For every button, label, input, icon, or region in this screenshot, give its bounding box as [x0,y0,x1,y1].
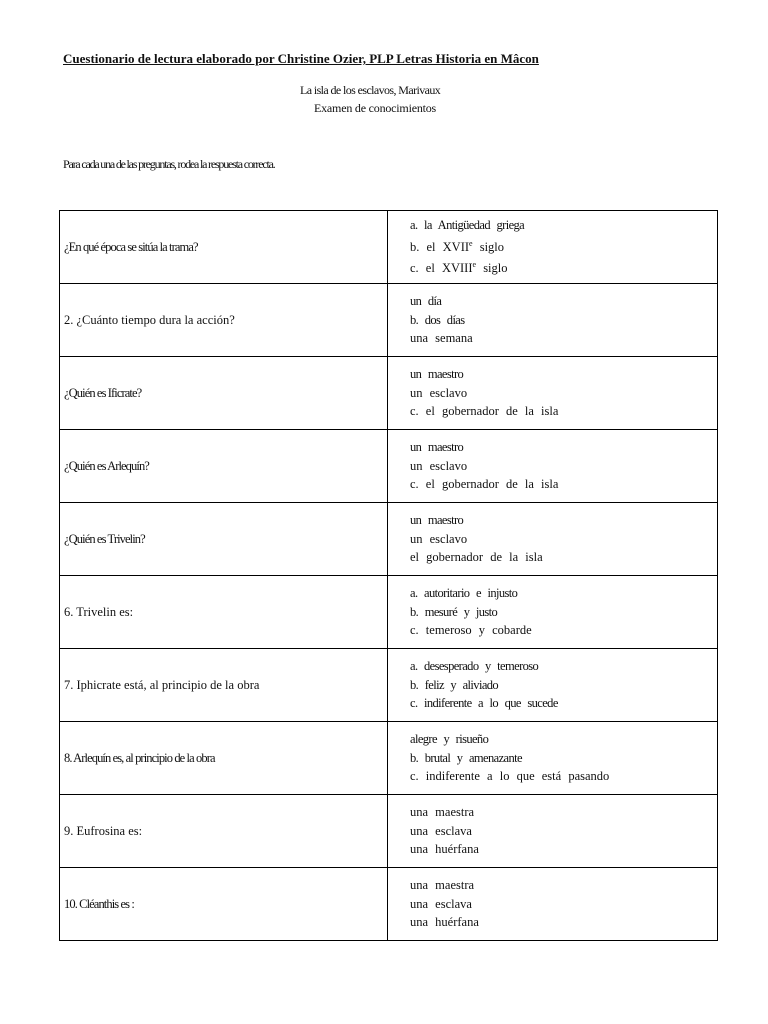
work-title: La isla de los esclavos, Marivaux [300,83,441,97]
answer-option[interactable]: a. la Antigüedad griega [410,218,525,233]
answer-cell [388,503,718,576]
answer-cell [388,576,718,649]
answer-cell [388,795,718,868]
document-title: Cuestionario de lectura elaborado por Christine Ozier, PLP Letras Historia en Mâcon [63,51,539,66]
table-row [60,868,718,941]
answer-option[interactable]: un esclavo [410,458,468,473]
answer-option[interactable]: c. el XVIIIe siglo [410,260,508,276]
question-cell: 8. Arlequín es, al principio de la obra [60,722,388,795]
answer-option[interactable]: una huérfana [410,915,479,930]
answer-option[interactable]: el gobernador de la isla [410,550,543,565]
answer-option[interactable]: una huérfana [410,842,479,857]
answer-option[interactable]: c. indiferente a lo que sucede [410,696,558,711]
answer-cell [388,284,718,357]
answer-option[interactable]: una esclava [410,896,472,911]
table-row [60,795,718,868]
answer-option[interactable]: c. temeroso y cobarde [410,623,532,638]
table-row [60,649,718,722]
question-cell: 6. Trivelin es: [60,576,388,649]
answer-option[interactable]: a. autoritario e injusto [410,586,518,601]
question-cell: ¿En qué época se sitúa la trama? [60,211,388,284]
answer-option[interactable]: c. indiferente a lo que está pasando [410,769,610,784]
table-row [60,211,718,284]
question-cell: 7. Iphicrate está, al principio de la obra [60,649,388,722]
table-row [60,722,718,795]
answer-option[interactable]: un esclavo [410,531,468,546]
question-cell: ¿Quién es Ificrate? [60,357,388,430]
answer-cell [388,722,718,795]
answer-cell [388,868,718,941]
answer-cell [388,357,718,430]
answer-option[interactable]: una maestra [410,805,475,820]
answer-option[interactable]: c. el gobernador de la isla [410,477,559,492]
answer-option[interactable]: alegre y risueño [410,732,489,747]
question-cell: 2. ¿Cuánto tiempo dura la acción? [60,284,388,357]
answer-option[interactable]: una maestra [410,878,475,893]
table-row [60,284,718,357]
answer-option[interactable]: b. el XVIIe siglo [410,238,505,254]
instructions: Para cada una de las preguntas, rodea la respuesta correcta. [63,157,275,171]
answer-option[interactable]: b. brutal y amenazante [410,750,522,765]
answer-option[interactable]: b. mesuré y justo [410,604,498,619]
exam-title: Examen de conocimientos [314,101,437,115]
question-cell: ¿Quién es Arlequín? [60,430,388,503]
answer-option[interactable]: una semana [410,331,473,346]
question-cell: 10. Cléanthis es : [60,868,388,941]
answer-option[interactable]: b. feliz y aliviado [410,677,499,692]
answer-option[interactable]: una esclava [410,823,472,838]
answer-option[interactable]: c. el gobernador de la isla [410,404,559,419]
question-cell: 9. Eufrosina es: [60,795,388,868]
answer-cell [388,430,718,503]
answer-option[interactable]: a. desesperado y temeroso [410,659,539,674]
quiz-table [59,210,718,941]
answer-option[interactable]: b. dos días [410,312,465,327]
table-row [60,357,718,430]
question-cell: ¿Quién es Trivelin? [60,503,388,576]
table-row [60,430,718,503]
answer-option[interactable]: un maestro [410,440,464,455]
answer-option[interactable]: un día [410,294,442,309]
table-row [60,503,718,576]
answer-option[interactable]: un maestro [410,513,464,528]
answer-cell [388,649,718,722]
answer-option[interactable]: un maestro [410,367,464,382]
table-row [60,576,718,649]
answer-option[interactable]: un esclavo [410,385,468,400]
answer-cell [388,211,718,284]
